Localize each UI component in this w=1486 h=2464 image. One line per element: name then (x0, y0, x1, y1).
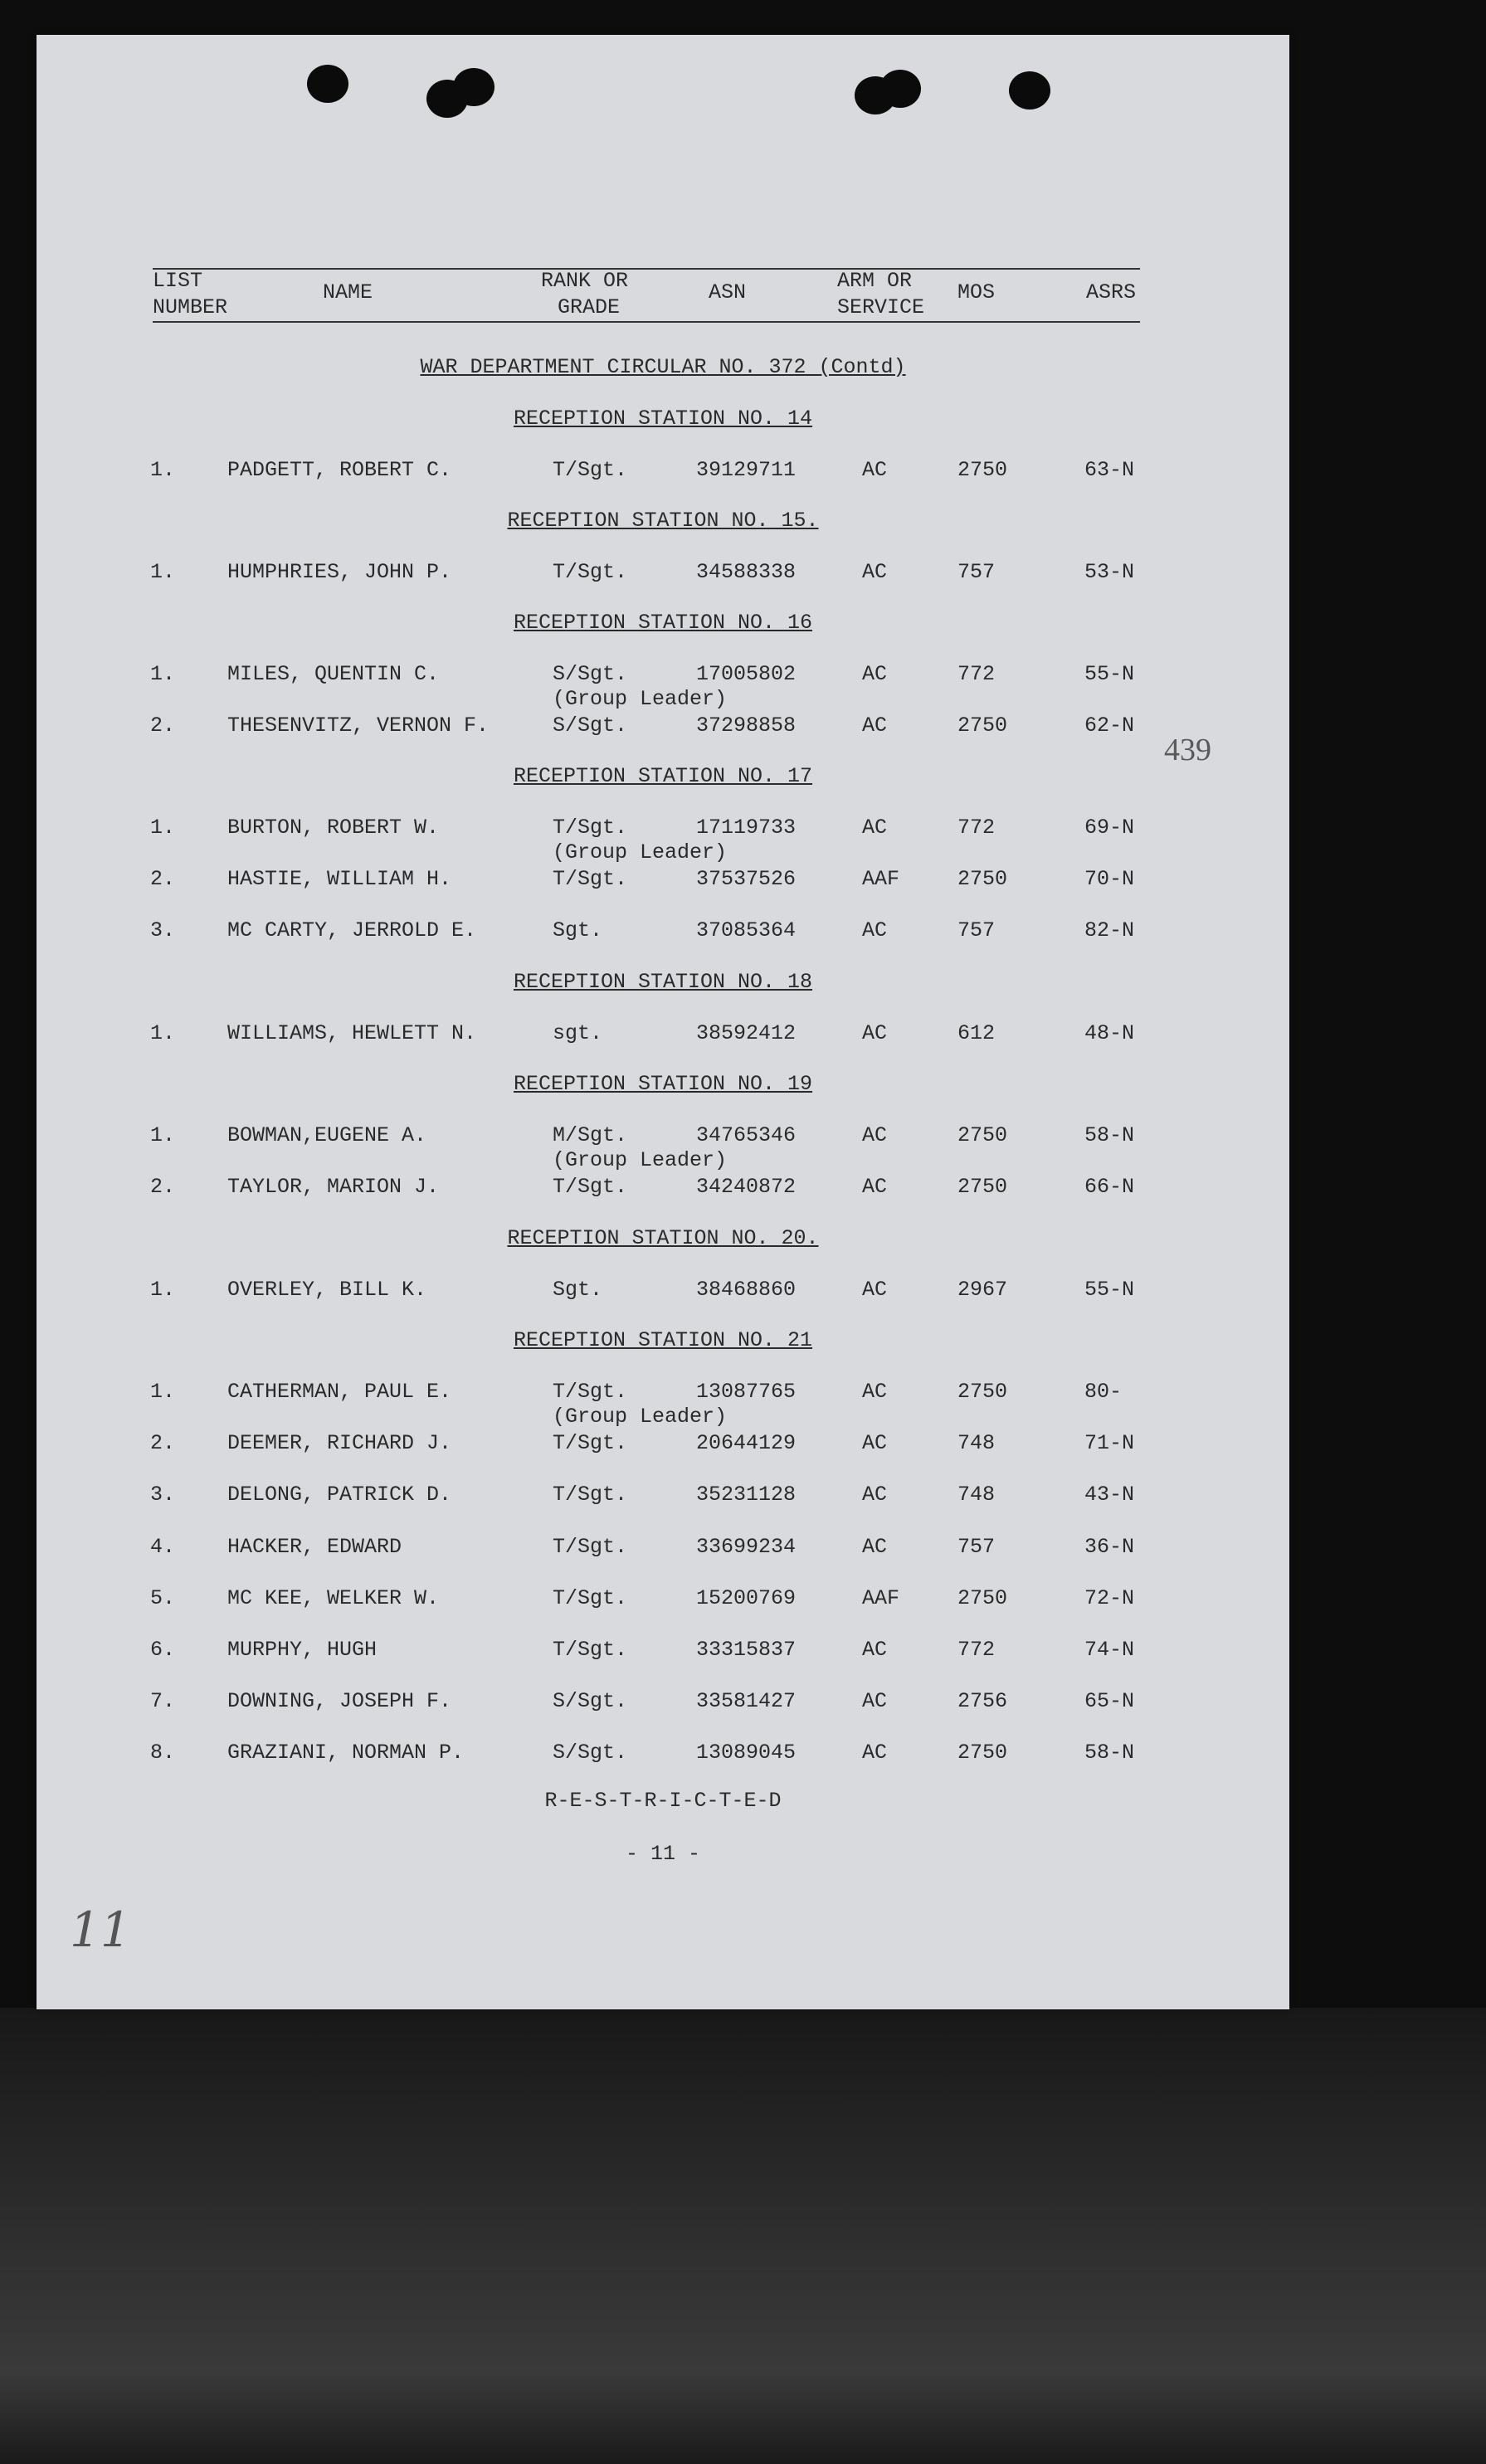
cell-asrs: 55-N (1084, 662, 1135, 686)
cell-name: PADGETT, ROBERT C. (227, 458, 452, 482)
cell-arm-service: AC (862, 1278, 888, 1302)
punch-hole (1009, 71, 1050, 110)
cell-asn: 38468860 (696, 1278, 797, 1302)
section-heading (37, 970, 1289, 994)
cell-mos: 2750 (957, 867, 1008, 891)
group-leader-note: (Group Leader) (553, 1148, 728, 1172)
header-bottom-rule (153, 321, 1140, 323)
cell-name: GRAZIANI, NORMAN P. (227, 1741, 465, 1765)
cell-name: CATHERMAN, PAUL E. (227, 1380, 452, 1404)
cell-asrs: 62-N (1084, 713, 1135, 738)
cell-arm-service: AC (862, 1741, 888, 1765)
cell-list-number: 3. (150, 918, 176, 942)
cell-rank: T/Sgt. (553, 560, 628, 584)
cell-arm-service: AC (862, 1175, 888, 1199)
cell-mos: 772 (957, 662, 996, 686)
cell-name: MC KEE, WELKER W. (227, 1586, 440, 1610)
cell-list-number: 3. (150, 1483, 176, 1507)
cell-rank: S/Sgt. (553, 713, 628, 738)
cell-asrs: 36-N (1084, 1535, 1135, 1559)
cell-asn: 13087765 (696, 1380, 797, 1404)
cell-asn: 34765346 (696, 1123, 797, 1147)
cell-name: THESENVITZ, VERNON F. (227, 713, 490, 738)
cell-arm-service: AC (862, 1380, 888, 1404)
cell-list-number: 2. (150, 713, 176, 738)
section-heading-text: RECEPTION STATION NO. 16 (513, 611, 813, 635)
cell-rank: Sgt. (553, 1278, 603, 1302)
section-heading-text: RECEPTION STATION NO. 21 (513, 1328, 813, 1352)
cell-asrs: 66-N (1084, 1175, 1135, 1199)
col-grade: GRADE (558, 295, 621, 319)
cell-rank: S/Sgt. (553, 1689, 628, 1713)
cell-rank: T/Sgt. (553, 816, 628, 840)
section-heading (37, 509, 1289, 533)
cell-rank: Sgt. (553, 918, 603, 942)
cell-list-number: 1. (150, 1123, 176, 1147)
cell-asrs: 72-N (1084, 1586, 1135, 1610)
margin-pencil-note: 11 (70, 1902, 131, 1958)
cell-mos: 757 (957, 560, 996, 584)
section-heading-text: RECEPTION STATION NO. 20. (507, 1226, 819, 1250)
cell-rank: T/Sgt. (553, 1380, 628, 1404)
cell-arm-service: AC (862, 816, 888, 840)
cell-list-number: 1. (150, 662, 176, 686)
cell-asrs: 48-N (1084, 1021, 1135, 1045)
col-mos: MOS (957, 280, 996, 304)
cell-asrs: 58-N (1084, 1741, 1135, 1765)
cell-arm-service: AAF (862, 867, 900, 891)
cell-arm-service: AC (862, 1689, 888, 1713)
cell-arm-service: AC (862, 560, 888, 584)
cell-mos: 2750 (957, 1175, 1008, 1199)
section-heading-text: RECEPTION STATION NO. 15. (507, 509, 819, 533)
cell-mos: 757 (957, 918, 996, 942)
cell-mos: 612 (957, 1021, 996, 1045)
col-rank: RANK OR (541, 269, 629, 293)
cell-list-number: 7. (150, 1689, 176, 1713)
cell-mos: 2967 (957, 1278, 1008, 1302)
section-heading (37, 611, 1289, 635)
cell-name: BURTON, ROBERT W. (227, 816, 440, 840)
group-leader-note: (Group Leader) (553, 687, 728, 711)
cell-rank: T/Sgt. (553, 1638, 628, 1662)
cell-asrs: 63-N (1084, 458, 1135, 482)
cell-asrs: 55-N (1084, 1278, 1135, 1302)
cell-name: MURPHY, HUGH (227, 1638, 378, 1662)
cell-asrs: 53-N (1084, 560, 1135, 584)
cell-rank: M/Sgt. (553, 1123, 628, 1147)
cell-asn: 15200769 (696, 1586, 797, 1610)
section-heading (37, 1328, 1289, 1352)
cell-list-number: 1. (150, 560, 176, 584)
cell-asn: 38592412 (696, 1021, 797, 1045)
cell-rank: T/Sgt. (553, 1586, 628, 1610)
section-heading (37, 764, 1289, 788)
header-top-rule (153, 268, 1140, 270)
cell-list-number: 5. (150, 1586, 176, 1610)
col-asn: ASN (709, 280, 747, 304)
cell-arm-service: AC (862, 1123, 888, 1147)
group-leader-note: (Group Leader) (553, 1405, 728, 1429)
cell-mos: 748 (957, 1431, 996, 1455)
cell-rank: T/Sgt. (553, 1175, 628, 1199)
section-heading-text: RECEPTION STATION NO. 18 (513, 970, 813, 994)
cell-mos: 772 (957, 816, 996, 840)
col-list-number-2: NUMBER (153, 295, 228, 319)
col-asrs: ASRS (1086, 280, 1137, 304)
cell-name: OVERLEY, BILL K. (227, 1278, 427, 1302)
cell-asrs: 70-N (1084, 867, 1135, 891)
cell-list-number: 1. (150, 1021, 176, 1045)
cell-asn: 35231128 (696, 1483, 797, 1507)
cell-mos: 748 (957, 1483, 996, 1507)
cell-arm-service: AC (862, 918, 888, 942)
section-heading-text: RECEPTION STATION NO. 19 (513, 1072, 813, 1096)
cell-arm-service: AC (862, 1021, 888, 1045)
cell-asrs: 69-N (1084, 816, 1135, 840)
cell-list-number: 8. (150, 1741, 176, 1765)
cell-name: WILLIAMS, HEWLETT N. (227, 1021, 477, 1045)
cell-list-number: 2. (150, 1175, 176, 1199)
cell-arm-service: AC (862, 458, 888, 482)
cell-asn: 33581427 (696, 1689, 797, 1713)
cell-arm-service: AC (862, 662, 888, 686)
document-title: WAR DEPARTMENT CIRCULAR NO. 372 (Contd) (420, 355, 906, 379)
cell-list-number: 2. (150, 867, 176, 891)
cell-arm-service: AC (862, 1638, 888, 1662)
cell-mos: 2750 (957, 1123, 1008, 1147)
page-number-stamp: 439 (1164, 733, 1211, 767)
cell-name: HACKER, EDWARD (227, 1535, 402, 1559)
cell-asrs: 58-N (1084, 1123, 1135, 1147)
section-heading-text: RECEPTION STATION NO. 17 (513, 764, 813, 788)
cell-name: MC CARTY, JERROLD E. (227, 918, 477, 942)
col-list-number: LIST (153, 269, 203, 293)
cell-rank: T/Sgt. (553, 1431, 628, 1455)
section-heading (37, 1072, 1289, 1096)
section-heading (37, 407, 1289, 431)
cell-rank: T/Sgt. (553, 867, 628, 891)
page-footer-number: - 11 - (625, 1842, 700, 1866)
cell-asrs: 71-N (1084, 1431, 1135, 1455)
cell-asn: 37085364 (696, 918, 797, 942)
cell-asn: 37537526 (696, 867, 797, 891)
cell-list-number: 1. (150, 1278, 176, 1302)
punch-hole (879, 70, 921, 108)
cell-asn: 39129711 (696, 458, 797, 482)
cell-asn: 33315837 (696, 1638, 797, 1662)
cell-asrs: 82-N (1084, 918, 1135, 942)
cell-asn: 37298858 (696, 713, 797, 738)
cell-asn: 13089045 (696, 1741, 797, 1765)
cell-rank: T/Sgt. (553, 1535, 628, 1559)
cell-name: DEEMER, RICHARD J. (227, 1431, 452, 1455)
col-service: SERVICE (837, 295, 925, 319)
section-heading-text: RECEPTION STATION NO. 14 (513, 407, 813, 431)
restricted-footer: R-E-S-T-R-I-C-T-E-D (544, 1789, 782, 1813)
col-name: NAME (323, 280, 373, 304)
cell-list-number: 1. (150, 458, 176, 482)
col-arm: ARM OR (837, 269, 913, 293)
scanner-background (0, 2008, 1486, 2464)
cell-mos: 2756 (957, 1689, 1008, 1713)
cell-asn: 17119733 (696, 816, 797, 840)
section-heading (37, 1226, 1289, 1250)
cell-rank: T/Sgt. (553, 458, 628, 482)
cell-asrs: 43-N (1084, 1483, 1135, 1507)
cell-name: HASTIE, WILLIAM H. (227, 867, 452, 891)
cell-asn: 20644129 (696, 1431, 797, 1455)
cell-name: DELONG, PATRICK D. (227, 1483, 452, 1507)
cell-rank: S/Sgt. (553, 1741, 628, 1765)
cell-asn: 34588338 (696, 560, 797, 584)
cell-arm-service: AAF (862, 1586, 900, 1610)
cell-mos: 2750 (957, 713, 1008, 738)
cell-asn: 17005802 (696, 662, 797, 686)
punch-hole (307, 65, 348, 103)
cell-list-number: 2. (150, 1431, 176, 1455)
cell-mos: 2750 (957, 1380, 1008, 1404)
cell-rank: S/Sgt. (553, 662, 628, 686)
cell-list-number: 1. (150, 816, 176, 840)
cell-arm-service: AC (862, 713, 888, 738)
cell-mos: 2750 (957, 458, 1008, 482)
cell-name: HUMPHRIES, JOHN P. (227, 560, 452, 584)
cell-rank: T/Sgt. (553, 1483, 628, 1507)
cell-asn: 33699234 (696, 1535, 797, 1559)
cell-arm-service: AC (862, 1535, 888, 1559)
cell-mos: 2750 (957, 1586, 1008, 1610)
document-page (37, 35, 1289, 2009)
cell-arm-service: AC (862, 1483, 888, 1507)
cell-name: DOWNING, JOSEPH F. (227, 1689, 452, 1713)
cell-mos: 757 (957, 1535, 996, 1559)
cell-asn: 34240872 (696, 1175, 797, 1199)
cell-rank: sgt. (553, 1021, 603, 1045)
cell-name: MILES, QUENTIN C. (227, 662, 440, 686)
cell-mos: 772 (957, 1638, 996, 1662)
cell-name: TAYLOR, MARION J. (227, 1175, 440, 1199)
cell-name: BOWMAN,EUGENE A. (227, 1123, 427, 1147)
cell-asrs: 74-N (1084, 1638, 1135, 1662)
cell-list-number: 1. (150, 1380, 176, 1404)
cell-asrs: 65-N (1084, 1689, 1135, 1713)
punch-hole (453, 68, 495, 106)
cell-list-number: 4. (150, 1535, 176, 1559)
cell-list-number: 6. (150, 1638, 176, 1662)
cell-mos: 2750 (957, 1741, 1008, 1765)
group-leader-note: (Group Leader) (553, 840, 728, 864)
cell-arm-service: AC (862, 1431, 888, 1455)
cell-asrs: 80- (1084, 1380, 1123, 1404)
